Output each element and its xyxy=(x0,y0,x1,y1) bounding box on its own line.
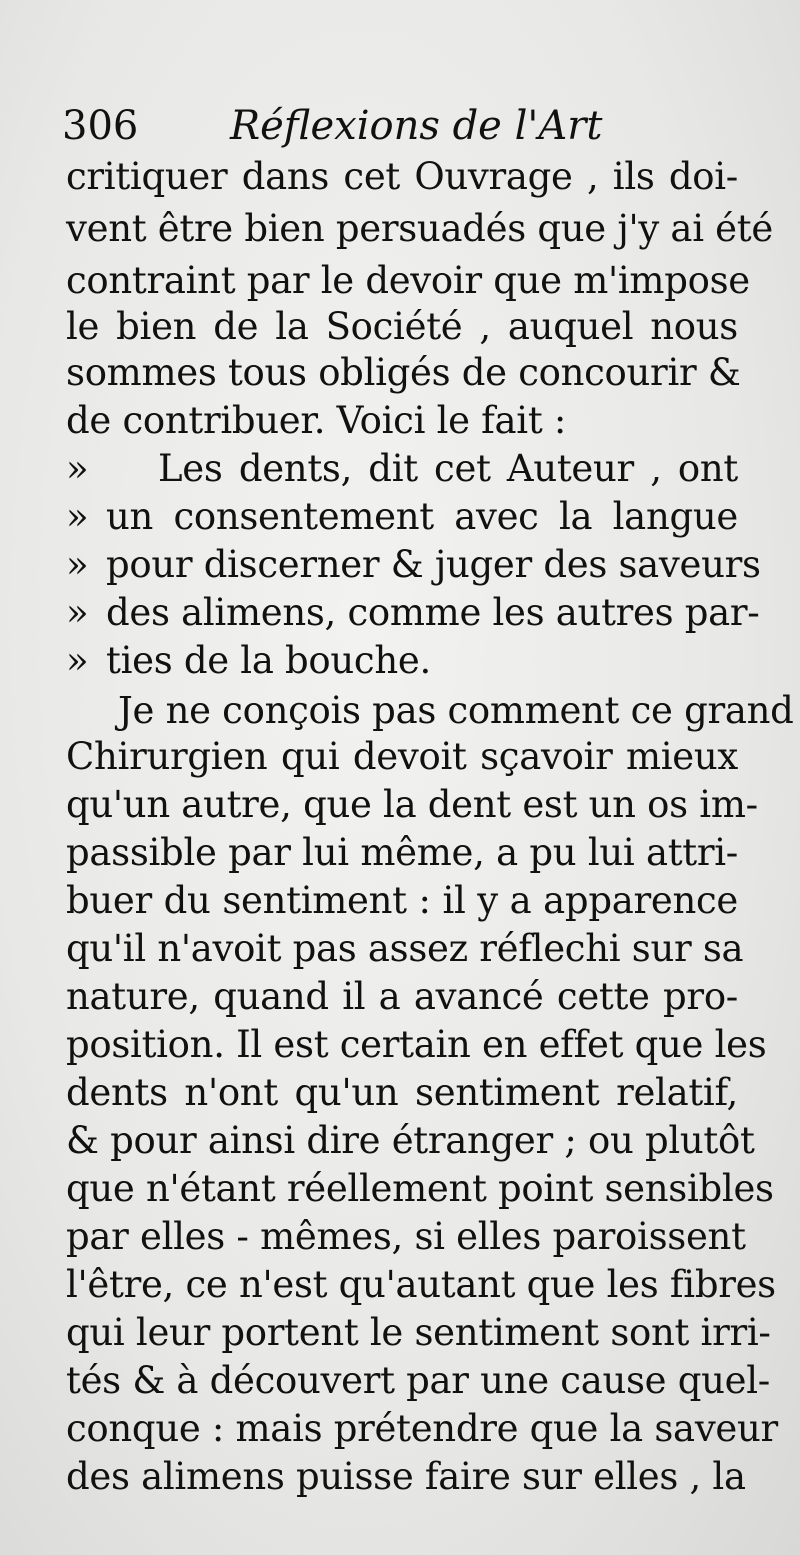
text-line: passible par lui même, a pu lui attri- xyxy=(66,831,738,874)
text-line: qu'un autre, que la dent est un os im- xyxy=(66,783,758,826)
text-line: qui leur portent le sentiment sont irri- xyxy=(66,1311,771,1354)
text-line: dents n'ont qu'un sentiment relatif, xyxy=(66,1071,738,1114)
quote-mark: » xyxy=(66,591,89,634)
text-line: le bien de la Société , auquel nous xyxy=(66,305,738,348)
quote-line xyxy=(66,490,738,544)
page-header xyxy=(62,98,762,154)
text-line: tés & à découvert par une cause quel- xyxy=(66,1359,770,1402)
quote-text: Les dents, dit cet Auteur , ont xyxy=(158,447,738,490)
quote-line xyxy=(66,586,760,640)
text-line: des alimens puisse faire sur elles , la xyxy=(66,1455,746,1498)
text-line: sommes tous obligés de concourir & xyxy=(66,351,741,394)
text-line: & pour ainsi dire étranger ; ou plutôt xyxy=(66,1119,755,1162)
text-line: l'être, ce n'est qu'autant que les fibres xyxy=(66,1263,776,1306)
quote-mark: » xyxy=(66,495,89,538)
quote-mark: » xyxy=(66,447,89,490)
text-line: de contribuer. Voici le fait : xyxy=(66,399,567,442)
text-line: vent être bien persuadés que j'y ai été xyxy=(66,207,773,250)
text-line: contraint par le devoir que m'impose xyxy=(66,259,750,302)
text-line: que n'étant réellement point sensibles xyxy=(66,1167,774,1210)
quote-mark: » xyxy=(66,639,89,682)
quote-text: ties de la bouche. xyxy=(106,639,431,682)
text-line: qu'il n'avoit pas assez réflechi sur sa xyxy=(66,927,744,970)
quote-text: un consentement avec la langue xyxy=(106,495,738,538)
text-line: conque : mais prétendre que la saveur xyxy=(66,1407,778,1450)
text-line: critiquer dans cet Ouvrage , ils doi- xyxy=(66,155,738,198)
quote-text: des alimens, comme les autres par- xyxy=(106,591,760,634)
text-line: Je ne conçois pas comment ce grand xyxy=(118,689,794,732)
quote-mark: » xyxy=(66,543,89,586)
text-line: nature, quand il a avancé cette pro- xyxy=(66,975,738,1018)
text-line: par elles - mêmes, si elles paroissent xyxy=(66,1215,746,1258)
quote-line xyxy=(66,538,761,592)
text-line: Chirurgien qui devoit sçavoir mieux xyxy=(66,735,738,778)
quote-text: pour discerner & juger des saveurs xyxy=(106,543,761,586)
text-line: buer du sentiment : il y a apparence xyxy=(66,879,738,922)
quote-line xyxy=(66,442,738,496)
quote-line xyxy=(66,634,738,688)
page-number: 306 xyxy=(62,103,139,149)
running-title: Réflexions de l'Art xyxy=(230,103,603,149)
text-line: position. Il est certain en effet que les xyxy=(66,1023,767,1066)
